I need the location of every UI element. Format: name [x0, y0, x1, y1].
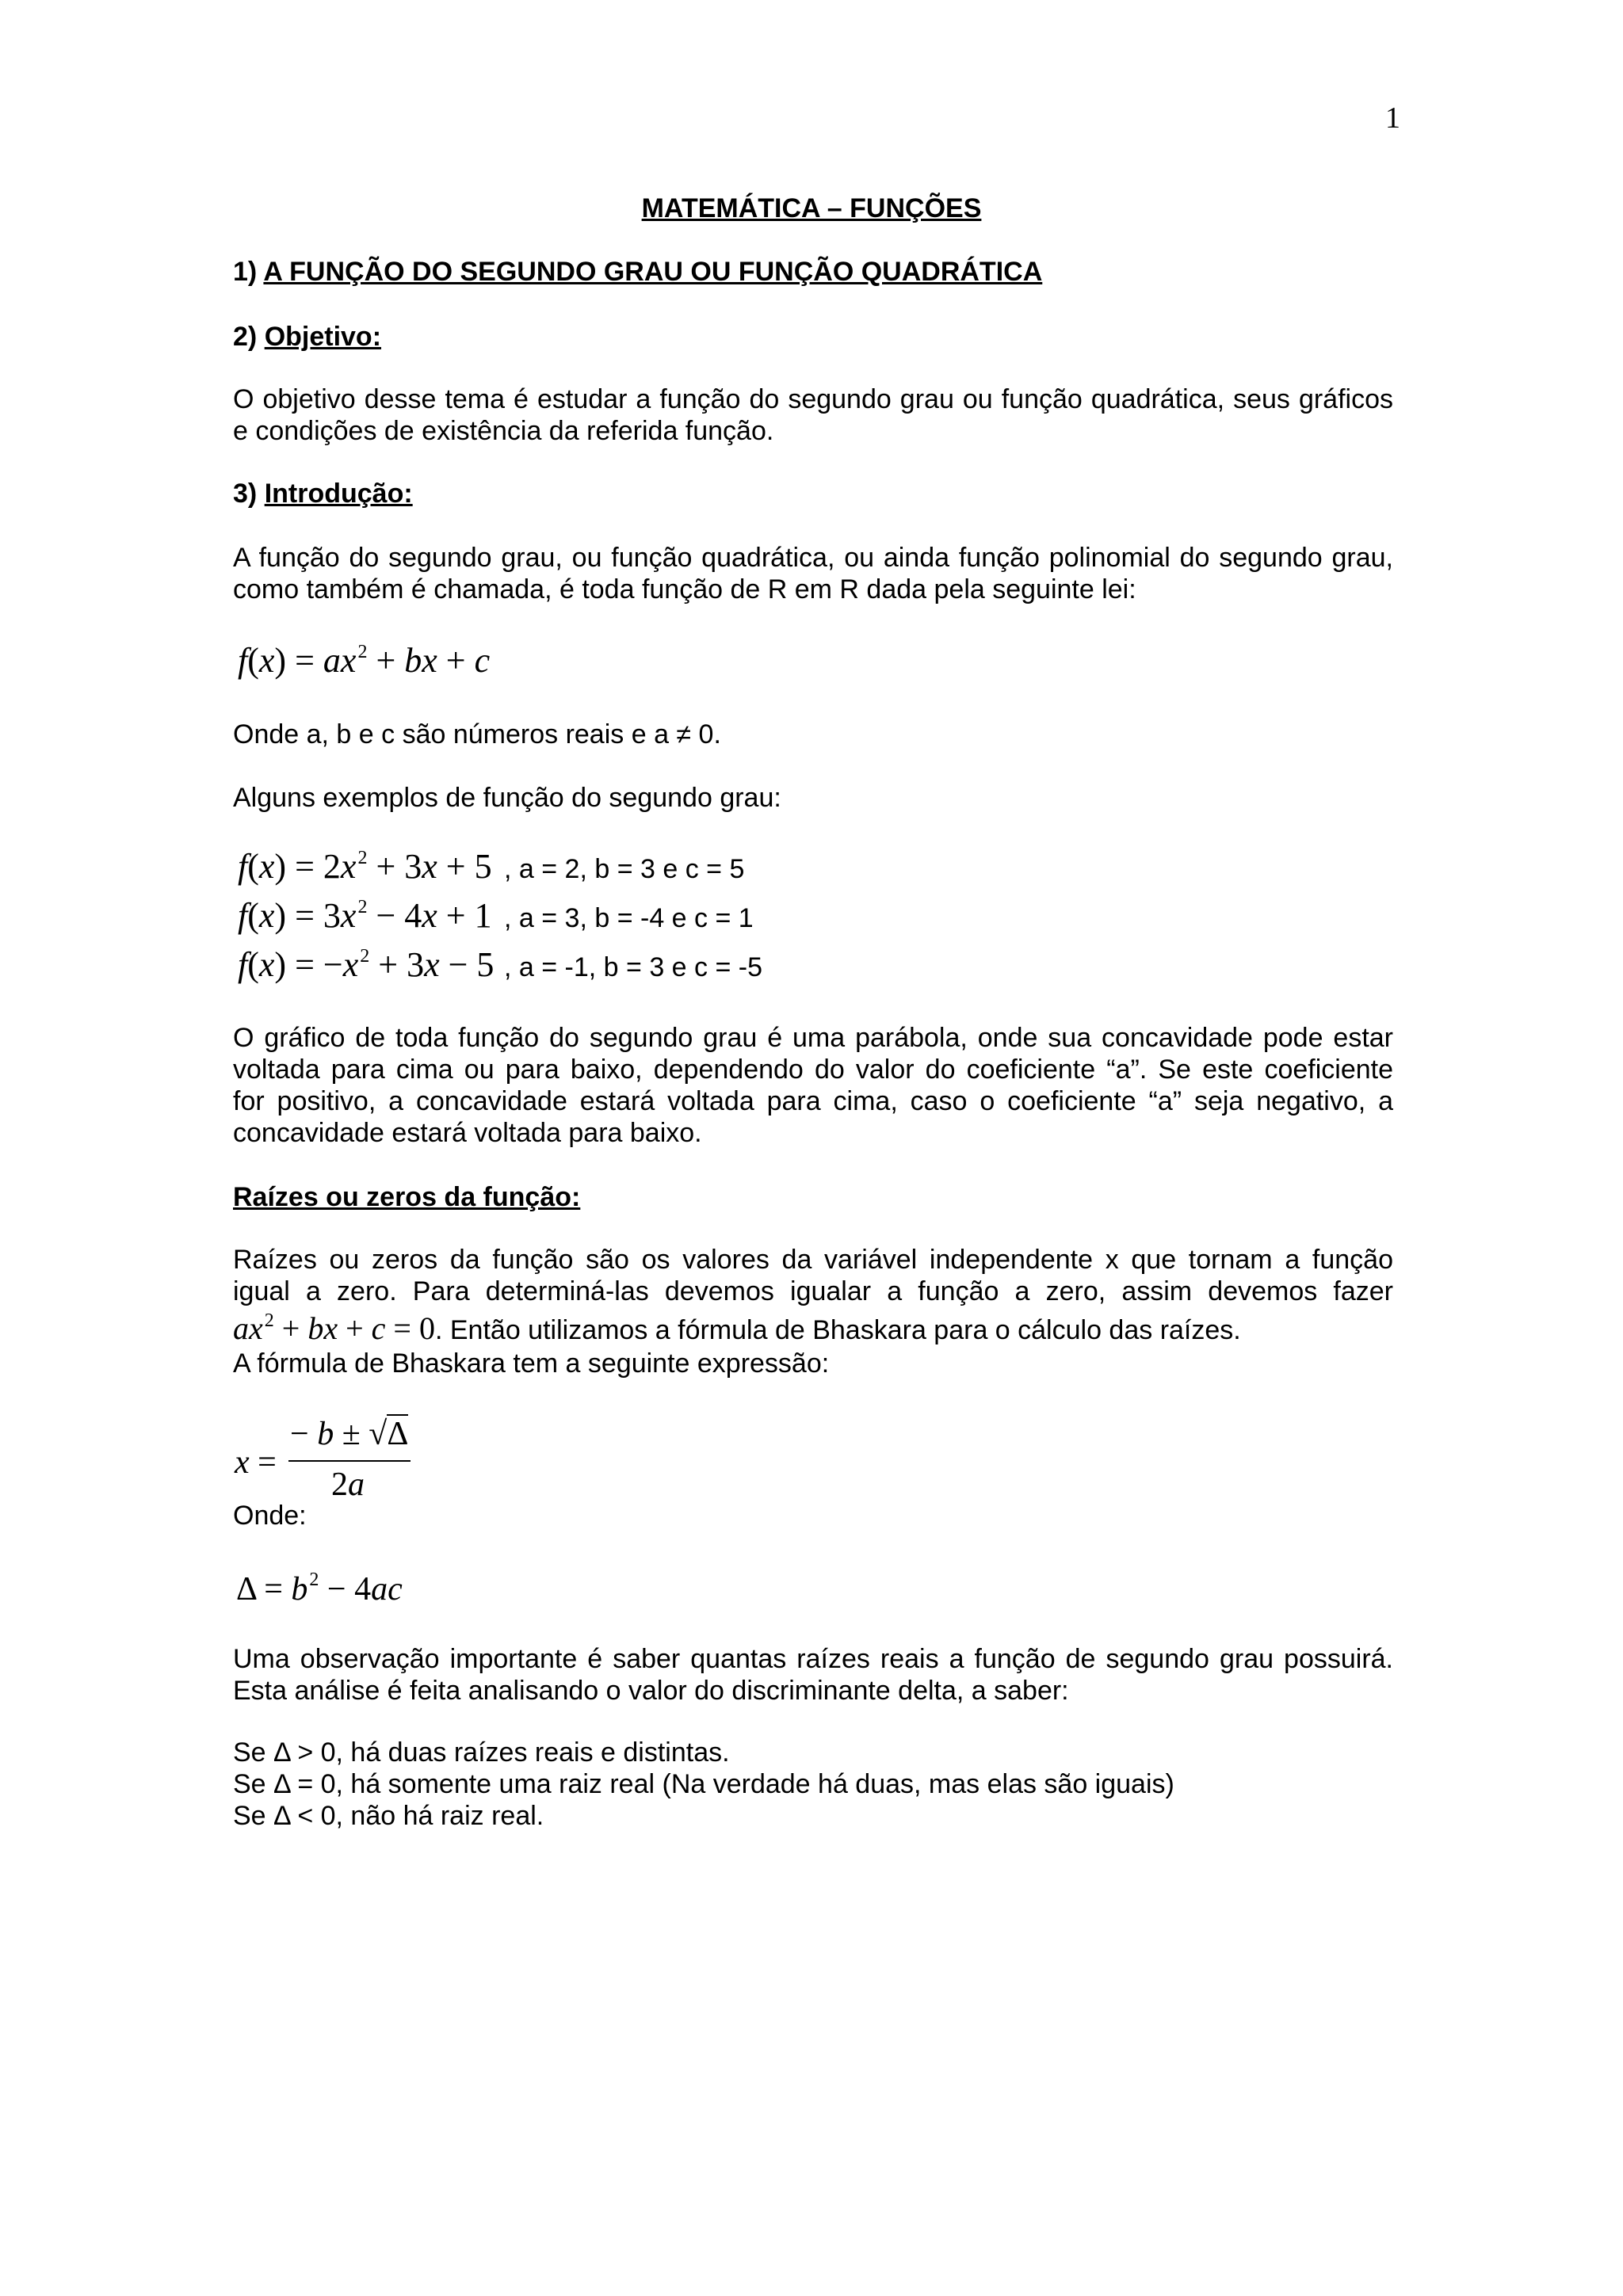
section-2-title: Objetivo: [264, 322, 382, 352]
paragraph-line: concavidade estará voltada para baixo. [233, 1118, 702, 1148]
section-1-title: A FUNÇÃO DO SEGUNDO GRAU OU FUNÇÃO QUADRÁTICA [263, 257, 1043, 287]
paragraph-line: Raízes ou zeros da função são os valores da variável independente x que tornam a função [233, 1245, 1393, 1275]
example-coef-2: , a = 3, b = -4 e c = 1 [504, 903, 754, 933]
introducao-paragraph [233, 542, 1393, 605]
delta-case-zero: Se Δ = 0, há somente uma raiz real (Na verdade há duas, mas elas são iguais) [233, 1769, 1174, 1799]
paragraph-line: igual a zero. Para determiná-las devemos igualar a função a zero, assim devemos fazer [233, 1276, 1393, 1306]
delta-formula: $\Delta = b^2 - 4ac$ [236, 1569, 403, 1608]
paragraph-line: O objetivo desse tema é estudar a função do segundo grau ou função quadrática, seus gráficos [233, 384, 1393, 414]
bhaskara-inline-text: . Então utilizamos a fórmula de Bhaskara para o cálculo das raízes. [434, 1315, 1241, 1345]
example-coef-3: , a = -1, b = 3 e c = -5 [504, 952, 763, 982]
section-1-heading [233, 255, 1042, 289]
delta-cases [233, 1737, 1174, 1832]
section-3-number: 3) [233, 479, 258, 509]
grafico-paragraph [233, 1022, 1393, 1149]
quadratic-equation-inline: $ax^2$ + bx + c = 0 [233, 1310, 435, 1346]
paragraph-line: como também é chamada, é toda função de R em R dada pela seguinte lei: [233, 574, 1136, 605]
paragraph-line: O gráfico de toda função do segundo grau é uma parábola, onde sua concavidade pode estar [233, 1023, 1393, 1053]
section-3-heading [233, 477, 413, 511]
onde-label: Onde: [233, 1501, 307, 1531]
example-equation-1: $f(x) = 2x^2 + 3x + 5$ [238, 847, 492, 886]
paragraph-line: A função do segundo grau, ou função quadrática, ou ainda função polinomial do segundo grau, [233, 543, 1393, 573]
onde-abc-text: Onde a, b e c são números reais e a ≠ 0. [233, 719, 721, 749]
paragraph-line: for positivo, a concavidade estará voltada para cima, caso o coeficiente “a” seja negativo, a [233, 1086, 1393, 1116]
observacao-paragraph [233, 1643, 1393, 1707]
bhaskara-denominator: 2a [331, 1466, 365, 1503]
section-1-number: 1) [233, 257, 258, 287]
example-equation-3: $f(x) = -x^2 + 3x - 5$ [238, 945, 495, 984]
page-number: 1 [1385, 101, 1400, 135]
delta-case-positive: Se Δ > 0, há duas raízes reais e distintas. [233, 1737, 730, 1768]
section-2-heading [233, 320, 381, 354]
paragraph-line: Uma observação importante é saber quantas raízes reais a função de segundo grau possuirá. [233, 1644, 1393, 1674]
fraction-bar [288, 1460, 411, 1462]
bhaskara-x-equals: x = [235, 1444, 277, 1481]
bhaskara-intro: A fórmula de Bhaskara tem a seguinte expressão: [233, 1348, 830, 1379]
objetivo-paragraph [233, 383, 1393, 447]
general-form-equation: $f(x) = ax^2$ + bx + c [238, 641, 491, 680]
raizes-heading [233, 1180, 580, 1215]
section-2-number: 2) [233, 322, 258, 352]
section-3-title: Introdução: [264, 479, 413, 509]
raizes-paragraph [233, 1244, 1393, 1307]
example-coef-1: , a = 2, b = 3 e c = 5 [504, 854, 745, 884]
example-equation-2: $f(x) = 3x^2 - 4x + 1$ [238, 896, 492, 935]
exemplos-intro: Alguns exemplos de função do segundo grau: [233, 783, 781, 813]
paragraph-line: voltada para cima ou para baixo, dependendo do valor do coeficiente “a”. Se este coeficiente [233, 1055, 1393, 1085]
delta-case-negative: Se Δ < 0, não há raiz real. [233, 1801, 544, 1831]
paragraph-line: e condições de existência da referida função. [233, 416, 774, 446]
paragraph-line: Esta análise é feita analisando o valor do discriminante delta, a saber: [233, 1676, 1069, 1706]
document-title: MATEMÁTICA – FUNÇÕES [641, 193, 982, 223]
bhaskara-numerator: − b ± √Δ [290, 1416, 409, 1452]
raizes-title: Raízes ou zeros da função: [233, 1182, 581, 1212]
bhaskara-inline-line [233, 1309, 1241, 1348]
